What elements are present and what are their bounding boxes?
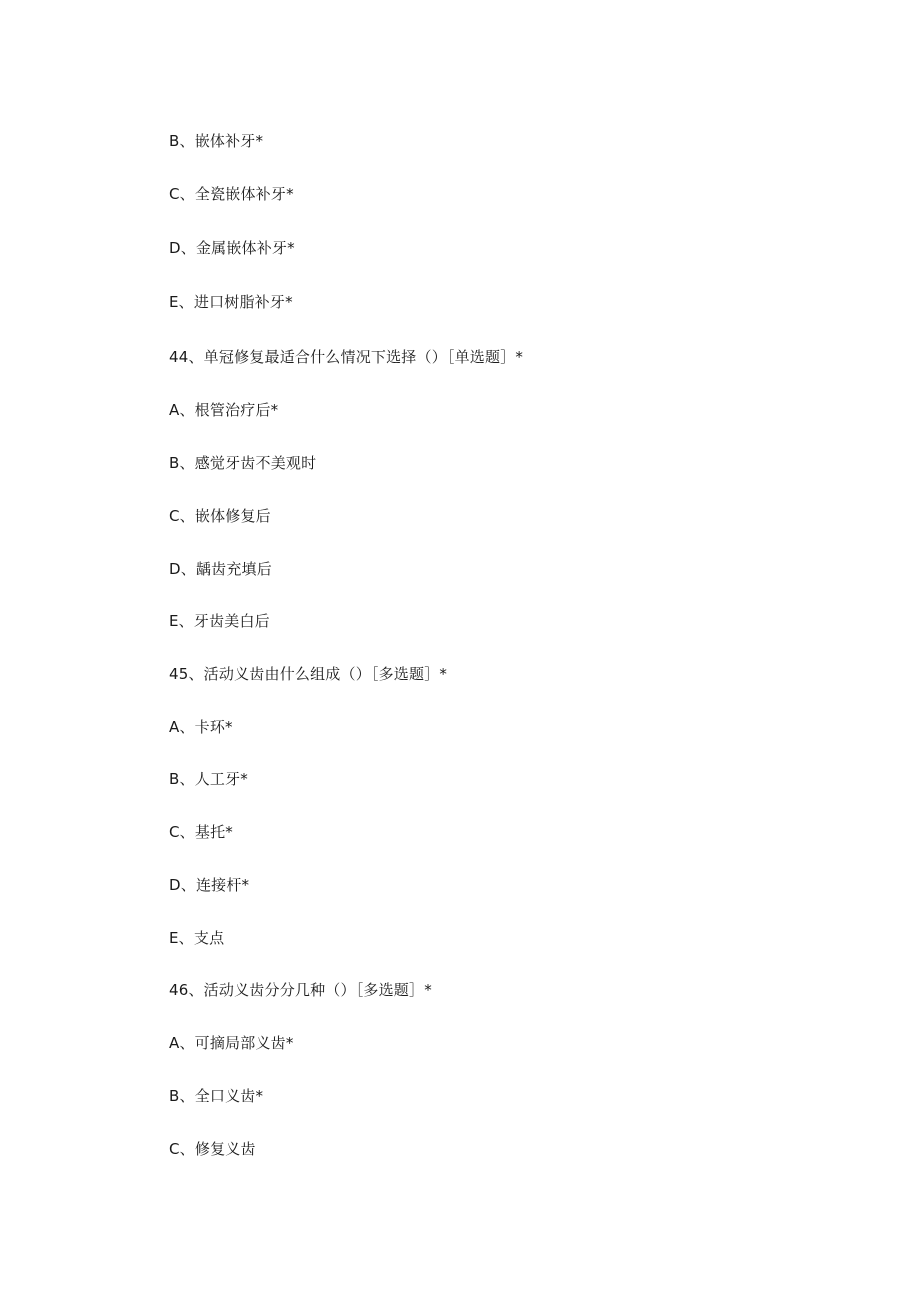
- option-line: E、进口树脂补牙*: [169, 293, 293, 311]
- option-line: E、牙齿美白后: [169, 612, 270, 630]
- option-line: C、全瓷嵌体补牙*: [169, 185, 294, 203]
- option-line: B、全口义齿*: [169, 1087, 264, 1105]
- option-line: A、根管治疗后*: [169, 401, 279, 419]
- option-line: B、人工牙*: [169, 770, 248, 788]
- option-line: C、基托*: [169, 823, 233, 841]
- option-line: B、感觉牙齿不美观时: [169, 454, 317, 472]
- option-line: C、嵌体修复后: [169, 507, 271, 525]
- option-line: C、修复义齿: [169, 1140, 256, 1158]
- option-line: B、嵌体补牙*: [169, 132, 264, 150]
- option-line: D、龋齿充填后: [169, 560, 272, 578]
- option-line: E、支点: [169, 929, 225, 947]
- question-44: 44、单冠修复最适合什么情况下选择（）［单选题］*: [169, 348, 524, 366]
- option-line: D、连接杆*: [169, 876, 250, 894]
- option-line: A、卡环*: [169, 718, 233, 736]
- question-45: 45、活动义齿由什么组成（）［多选题］*: [169, 665, 448, 683]
- option-line: A、可摘局部义齿*: [169, 1034, 294, 1052]
- option-line: D、金属嵌体补牙*: [169, 239, 295, 257]
- question-46: 46、活动义齿分分几种（）［多选题］*: [169, 981, 432, 999]
